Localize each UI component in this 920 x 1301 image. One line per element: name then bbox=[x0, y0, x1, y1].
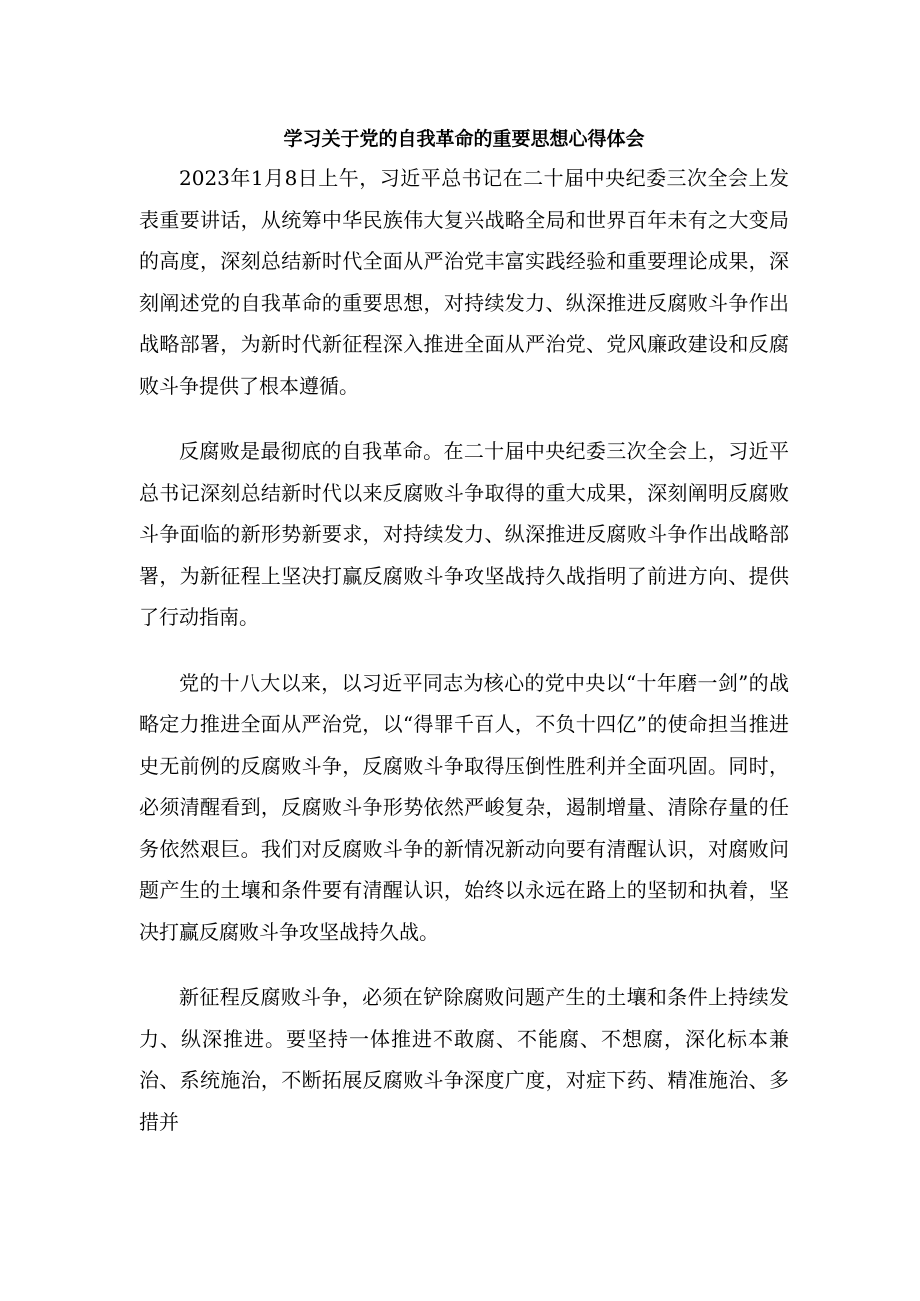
paragraph-3: 党的十八大以来，以习近平同志为核心的党中央以“十年磨一剑”的战略定力推进全面从严治党，以“得罪千百人，不负十四亿”的使命担当推进史无前例的反腐败斗争，反腐败斗争取得压倒性胜利并全面巩固。同时，必须清醒看到，反腐败斗争形势依然严峻复杂，遏制增量、清除存量的任务依然艰巨。我们对反腐败斗争的新情况新动向要有清醒认识，对腐败问题产生的土壤和条件要有清醒认识，始终以永远在路上的坚韧和执着，坚决打赢反腐败斗争攻坚战持久战。 bbox=[139, 670, 789, 944]
paragraph-1: 2023年1月8日上午，习近平总书记在二十届中央纪委三次全会上发表重要讲话，从统筹中华民族伟大复兴战略全局和世界百年未有之大变局的高度，深刻总结新时代全面从严治党丰富实践经验和重要理论成果，深刻阐述党的自我革命的重要思想，对持续发力、纵深推进反腐败斗争作出战略部署，为新时代新征程深入推进全面从严治党、党风廉政建设和反腐败斗争提供了根本遵循。 bbox=[139, 166, 789, 398]
paragraph-2: 反腐败是最彻底的自我革命。在二十届中央纪委三次全会上，习近平总书记深刻总结新时代以来反腐败斗争取得的重大成果，深刻阐明反腐败斗争面临的新形势新要求，对持续发力、纵深推进反腐败斗争作出战略部署，为新征程上坚决打赢反腐败斗争攻坚战持久战指明了前进方向、提供了行动指南。 bbox=[139, 439, 789, 629]
document-title: 学习关于党的自我革命的重要思想心得体会 bbox=[283, 128, 645, 150]
paragraph-spacer bbox=[139, 407, 789, 431]
paragraph-spacer bbox=[139, 639, 789, 663]
paragraph-spacer bbox=[139, 953, 789, 977]
paragraph-4: 新征程反腐败斗争，必须在铲除腐败问题产生的土壤和条件上持续发力、纵深推进。要坚持一体推进不敢腐、不能腐、不想腐，深化标本兼治、系统施治，不断拓展反腐败斗争深度广度，对症下药、精准施治、多措并 bbox=[139, 985, 789, 1134]
document-body bbox=[139, 120, 789, 1143]
